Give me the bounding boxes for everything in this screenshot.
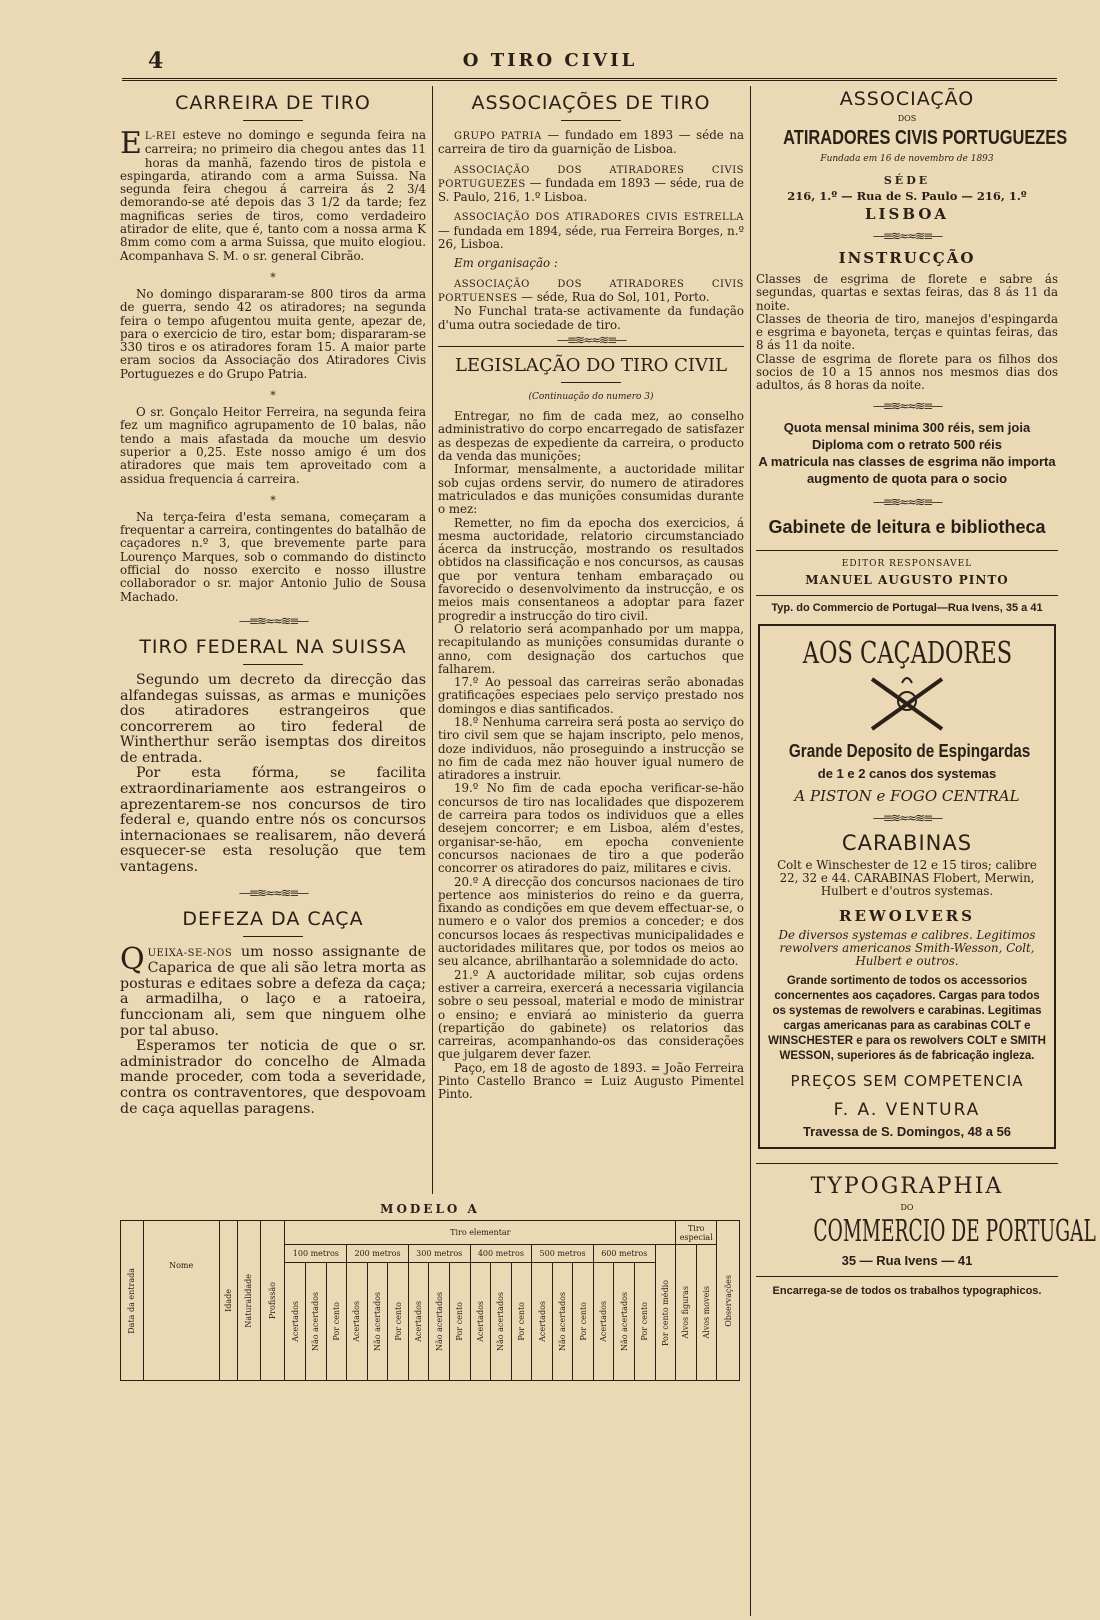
asterisk-divider: * xyxy=(270,389,276,403)
ad-rewolvers-text: De diversos systemas e calibres. Legitimos rewolvers americanos Smith-Wesson, Colt, Hulbert e outros. xyxy=(778,927,1036,969)
ornament-divider: —≡≋≈≈≋≡— xyxy=(872,494,942,509)
small-caps-lead: L-REI xyxy=(144,131,177,142)
small-caps-lead: ASSOCIAÇÃO DOS ATIRADORES CIVIS ESTRELLA xyxy=(454,212,744,224)
editor-name: MANUEL AUGUSTO PINTO xyxy=(805,572,1009,587)
col-nao-acertados: Não acertados xyxy=(552,1263,573,1381)
col-acertados: Acertados xyxy=(408,1263,429,1381)
ad-precos: PREÇOS SEM COMPETENCIA xyxy=(790,1072,1024,1091)
col-profissao: Profissão xyxy=(260,1221,285,1381)
ad-carabinas-heading: CARABINAS xyxy=(841,830,973,855)
paragraph: 19.º No fim de cada epocha verificar-se-hão concursos de tiro nas localidades que dispozerem de carreira para todos os individuos que a elles desejem concorrer; e em Lisboa, além d'estes, organisar-se-hão, em epocha conveniente concursos nacionaes de tiro a que poderão concorrer os atiradores do paiz, militares e civis. xyxy=(438,781,744,876)
col-acertados: Acertados xyxy=(532,1263,553,1381)
ornament-divider: —≡≋≈≈≋≡— xyxy=(238,613,308,628)
paragraph: Remetter, no fim da epocha dos exercicios, á mesma auctoridade, relatorio circumstanciado ácerca da instrucção, mostrando os resultados obtidos na classificação e nos concursos, as causas que por ventura tenham embaraçado ou favorecido o desenvolvimento da instrucção, e os meios mais consentaneos a adoptar para fazer progredir a instrucção do tiro civil. xyxy=(438,515,744,623)
small-caps-lead: GRUPO PATRIA xyxy=(454,131,542,142)
ad-carabinas-text: Colt e Winschester de 12 e 15 tiros; calibre 22, 32 e 44. CARABINAS Flobert, Merwin, Hulbert e d'outros systemas. xyxy=(777,857,1037,899)
small-caps-lead: ASSOCIAÇÃO DOS ATIRADORES CIVIS PORTUGUEZES xyxy=(438,164,744,190)
ornament-divider: —≡≋≈≈≋≡— xyxy=(872,229,942,243)
paragraph: No domingo dispararam-se 800 tiros da arma de guerra, sendo 42 os atiradores; na segunda feira o tempo afugentou muita gente, apezar de, para o exercicio de tiro, estar bom; dispararam-se 330 tiros e os atiradores foram 15. A maior parte eram socios da Associação dos Atiradores Civis Portuguezes e do Grupo Patria. xyxy=(120,286,426,381)
assoc-name: ATIRADORES CIVIS PORTUGUEZES xyxy=(783,127,1068,149)
paragraph xyxy=(438,210,744,251)
quota-block xyxy=(756,419,1058,487)
paragraph: O relatorio será acompanhado por um mappa, recapitulando as munições consumidas durante o anno, com designação dos cartuchos que falharem. xyxy=(438,621,744,676)
col-acertados: Acertados xyxy=(347,1263,368,1381)
ad-piston: A PISTON e FOGO CENTRAL xyxy=(794,786,1020,805)
article-defeza xyxy=(120,908,426,1118)
col-nao-acertados: Não acertados xyxy=(491,1263,512,1381)
col-observacoes: Observações xyxy=(717,1221,740,1381)
col-nome: Nome xyxy=(143,1221,219,1381)
paragraph: 18.º Nenhuma carreira será posta ao serviço do tiro civil sem que se hajam inscripto, pelo menos, doze individuos, não proseguindo a instrucção se no fim de cada mez não houver igual numero de atiradores a instruir. xyxy=(438,714,744,783)
modelo-a-form-table xyxy=(120,1220,740,1381)
paragraph: 21.º A auctoridade militar, sob cujas ordens estiver a carreira, exercerá a necessaria vigilancia sobre o seu pessoal, material e modo de ministrar o ensino; e enviará ao ministerio da guerra (repartição do gabinete) os relatorios das carreiras, acompanhando-os das considerações que julgarem dever fazer. xyxy=(438,967,744,1062)
quota-line: A matricula nas classes de esgrima não importa xyxy=(758,453,1056,469)
top-rule xyxy=(122,78,1057,81)
col-por-cento-medio: Por cento médio xyxy=(655,1245,676,1381)
paragraph xyxy=(438,163,744,205)
ad-deposit: Grande Deposito de Espingardas xyxy=(788,740,1031,761)
article-title: ASSOCIAÇÕES DE TIRO xyxy=(471,92,711,114)
paragraph: O sr. Gonçalo Heitor Ferreira, na segunda feira fez um magnifico agrupamento de 10 balas, não tendo a mais afastada da mouche um desvio superior a 0,25. Este nosso amigo é um dos atiradores que mais tem aproveitado com a assidua frequencia á carreira. xyxy=(120,405,426,486)
instruction-item: Classes de esgrima de florete e sabre ás segundas, quartas e sextas feiras, das 8 ás 11 da noite. xyxy=(756,272,1058,313)
col-por-cento: Por cento xyxy=(326,1263,347,1381)
col-nao-acertados: Não acertados xyxy=(367,1263,388,1381)
paragraph-text: esteve no domingo e segunda feira na carreira; no primeiro dia chegou antes das 11 horas da manhã, fazendo tiros de pistola e espingarda, atirando com a arma Suissa. Na segunda feira chegou á carreira ás 2 3/4 demorando-se até depois das 3 1/2 da tarde; fez magnificas series de tiros, como verdadeiro atirador de elite, que é, tanto com a nossa arma K 8mm como com a arma Suissa, que muito elogiou. Acompanhava S. M. o sr. general Cibrão. xyxy=(120,128,426,263)
article-title: LEGISLAÇÃO DO TIRO CIVIL xyxy=(454,354,728,376)
ad-title: AOS CAÇADORES xyxy=(802,635,1013,671)
section-rule xyxy=(756,595,1058,596)
ad-aos-cacadores xyxy=(758,624,1056,1150)
col-nao-acertados: Não acertados xyxy=(614,1263,635,1381)
header-distance: 200 metros xyxy=(347,1245,409,1263)
paragraph: No Funchal trata-se activamente da fundação d'uma outra sociedade de tiro. xyxy=(438,304,744,332)
section-rule xyxy=(756,550,1058,551)
title-rule xyxy=(243,664,303,665)
paragraph-text: — fundado em 1893 — séde na carreira de tiro da guarnição de Lisboa. xyxy=(438,128,744,157)
header-tiro-especial: Tiro especial xyxy=(676,1221,717,1245)
ad-rewolvers-heading: REWOLVERS xyxy=(839,906,975,925)
ad-sortimento: Grande sortimento de todos os accessorios concernentes aos caçadores. Cargas para todos os systemas de rewolvers e carabinas. Legitimas cargas americanas para as carabinas COLT e WINSCHESTER e para os rewolvers COLT e SMITH WESSON, superiores ás de fabricação ingleza. xyxy=(768,975,1046,1063)
sede-city: LISBOA xyxy=(864,205,950,223)
typo-address: 35 — Rua Ivens — 41 xyxy=(841,1253,973,1269)
header-distance: 100 metros xyxy=(285,1245,347,1263)
asterisk-divider: * xyxy=(270,493,276,507)
col-data-entrada: Data da entrada xyxy=(121,1221,144,1381)
article-legislacao xyxy=(438,355,744,1102)
column-1 xyxy=(120,86,426,1196)
paragraph-text: — fundada em 1893 — séde, rua de S. Paulo, 216, 1.º Lisboa. xyxy=(438,175,744,205)
col-alvos-moveis: Alvos moveis xyxy=(696,1245,717,1381)
title-rule xyxy=(561,120,621,121)
paragraph-text: um nosso assignante de Caparica de que ali são letra morta as posturas e editaes sobre a defeza da caça; a armadilha, o laço e a ratoeira, funccionam ali, sem que ninguem olhe por tal abuso. xyxy=(120,943,426,1039)
column-2 xyxy=(438,86,744,1196)
page-number: 4 xyxy=(148,48,164,74)
paragraph xyxy=(120,126,426,263)
title-rule xyxy=(243,936,303,937)
ad-vendor-address: Travessa de S. Domingos, 48 a 56 xyxy=(802,1124,1012,1140)
subheading: Em organisação : xyxy=(454,256,558,271)
paragraph xyxy=(438,129,744,157)
instruction-item: Classes de theoria de tiro, manejos d'espingarda e esgrima e bayoneta, terças e quintas feiras, das 8 ás 11 da noite. xyxy=(756,311,1058,353)
paragraph: Paço, em 18 de agosto de 1893. = João Ferreira Pinto Castello Branco = Luiz Augusto Pimentel Pinto. xyxy=(438,1060,744,1102)
header-distance: 300 metros xyxy=(408,1245,470,1263)
header-tiro-elementar: Tiro elementar xyxy=(285,1221,676,1245)
paragraph: Esperamos ter noticia de que o sr. administrador do concelho de Almada mande proceder, com toda a severidade, contra os contraventores, que despovoam de caça aquellas paragens. xyxy=(120,1038,426,1117)
article-title: TIRO FEDERAL NA SUISSA xyxy=(139,635,407,658)
header-distance: 500 metros xyxy=(532,1245,594,1263)
quota-line: Quota mensal minima 300 réis, sem joia xyxy=(783,419,1031,435)
assoc-heading: ASSOCIAÇÃO xyxy=(839,88,975,110)
article-federal xyxy=(120,636,426,876)
drop-cap: Q xyxy=(120,941,145,977)
typ-line: Typ. do Commercio de Portugal—Rua Ivens, 35 a 41 xyxy=(771,601,1043,614)
quota-line: Diploma com o retrato 500 réis xyxy=(811,436,1002,452)
section-rule xyxy=(756,1276,1058,1277)
paragraph xyxy=(438,277,744,306)
col-por-cento: Por cento xyxy=(635,1263,656,1381)
article-associacoes xyxy=(438,92,744,332)
title-rule xyxy=(561,382,621,383)
section-rule xyxy=(756,1163,1058,1164)
quota-line: augmento de quota para o socio xyxy=(806,470,1008,486)
masthead-title: O TIRO CIVIL xyxy=(462,50,638,71)
col-alvos-figuras: Alvos figuras xyxy=(676,1245,697,1381)
typo-footer: Encarrega-se de todos os trabalhos typographicos. xyxy=(772,1285,1042,1298)
paragraph: Na terça-feira d'esta semana, começaram a frequentar a carreira, contingentes do batalhão de caçadores n.º 3, que brevemente parte para Lourenço Marques, sob o commando do distincto official do nosso exercito e nosso illustre collaborador o sr. major Antonio Julio de Sousa Machado. xyxy=(120,509,426,604)
col-nao-acertados: Não acertados xyxy=(429,1263,450,1381)
asterisk-divider: * xyxy=(270,270,276,284)
assoc-dos: DOS xyxy=(897,114,917,123)
ornament-divider: —≡≋≈≈≋≡— xyxy=(872,398,942,413)
col-naturalidade: Naturalidade xyxy=(238,1221,261,1381)
col-acertados: Acertados xyxy=(470,1263,491,1381)
paragraph: Por esta fórma, se facilita extraordinariamente aos estrangeiros o aprezentarem-se nos concursos de tiro federal e, quando entre nós os concursos internacionaes se realisarem, não deverá esquecer-se esta resolução que tem vantagens. xyxy=(120,765,426,876)
col-por-cento: Por cento xyxy=(573,1263,594,1381)
col-acertados: Acertados xyxy=(285,1263,306,1381)
typo-name: COMMERCIO DE PORTUGAL xyxy=(813,1214,1096,1250)
title-rule xyxy=(243,120,303,121)
article-title: DEFEZA DA CAÇA xyxy=(182,907,364,930)
founded-date: Fundada em 16 de novembro de 1893 xyxy=(820,154,994,164)
paragraph: 17.º Ao pessoal das carreiras serão abonadas gratificações especiaes pelo serviço prestado nos domingos e dias santificados. xyxy=(438,675,744,716)
typo-heading: TYPOGRAPHIA xyxy=(810,1174,1004,1200)
sede-label: SÉDE xyxy=(883,174,931,187)
col-acertados: Acertados xyxy=(593,1263,614,1381)
paragraph-text: — séde, Rua do Sol, 101, Porto. xyxy=(517,289,710,304)
column-rule xyxy=(432,86,433,1194)
article-title: CARREIRA DE TIRO xyxy=(175,92,371,114)
ornament-divider: —≡≋≈≈≋≡— xyxy=(872,810,942,825)
paragraph-text: — fundada em 1894, séde, rua Ferreira Borges, n.º 26, Lisboa. xyxy=(438,223,744,252)
paragraph: Entregar, no fim de cada mez, ao conselho administrativo do corpo encarregado de satisfazer as despezas de expediente da carreira, o producto da venda das munições; xyxy=(438,409,744,464)
col-por-cento: Por cento xyxy=(511,1263,532,1381)
ornament-divider: —≡≋≈≈≋≡— xyxy=(238,885,308,900)
crossed-rifles-icon xyxy=(768,671,1046,737)
col-nao-acertados: Não acertados xyxy=(306,1263,327,1381)
paragraph: Segundo um decreto da direcção das alfandegas suissas, as armas e munições dos atiradores estrangeiros que concorrerem ao tiro federal de Wintherthur serão isemptas dos direitos de entrada. xyxy=(120,671,426,766)
gabinete-heading: Gabinete de leitura e bibliotheca xyxy=(768,516,1046,537)
small-caps-lead: UEIXA-SE-NOS xyxy=(147,947,233,959)
col-por-cento: Por cento xyxy=(449,1263,470,1381)
small-caps-lead: ASSOCIAÇÃO DOS ATIRADORES CIVIS PORTUENSES xyxy=(438,278,744,304)
col-idade: Idade xyxy=(219,1221,238,1381)
header-distance: 400 metros xyxy=(470,1245,532,1263)
form-title: MODELO A xyxy=(380,1202,480,1216)
ad-vendor: F. A. VENTURA xyxy=(833,1100,981,1121)
column-rule xyxy=(750,86,751,1616)
article-carreira xyxy=(120,92,426,604)
ad-canos: de 1 e 2 canos dos systemas xyxy=(817,765,997,781)
editor-label: EDITOR RESPONSAVEL xyxy=(841,558,973,569)
continuation-note: (Continuação do numero 3) xyxy=(528,391,654,402)
paragraph: Informar, mensalmente, a auctoridade militar sob cujas ordens servir, do numero de atiradores matriculados e das munições consumidas durante o mez: xyxy=(438,462,744,517)
instruction-item: Classe de esgrima de florete para os filhos dos socios de 10 a 15 annos nos mesmos dias dos adultos, ás 8 horas da noite. xyxy=(756,351,1058,393)
col-por-cento: Por cento xyxy=(388,1263,409,1381)
typo-do: DO xyxy=(900,1203,914,1213)
sede-address: 216, 1.º — Rua de S. Paulo — 216, 1.º xyxy=(787,189,1027,203)
column-3 xyxy=(756,86,1096,1616)
ornament-divider: —≡≋≈≈≋≡— xyxy=(556,332,626,347)
drop-cap: E xyxy=(120,126,142,161)
paragraph xyxy=(120,941,426,1040)
instruction-heading: INSTRUCÇÃO xyxy=(838,249,976,267)
paragraph: 20.º A direcção dos concursos nacionaes de tiro pertence aos ministerios do reino e da guerra, fixando as condições em que devem effectuar-se, o numero e o valor dos premios a conceder; e dos concursos locaes ás respectivas municipalidades e auctoridades militares que, por todos os meios ao seu alcance, abrilhantarão a solemnidade do acto. xyxy=(438,874,744,969)
header-distance: 600 metros xyxy=(593,1245,655,1263)
